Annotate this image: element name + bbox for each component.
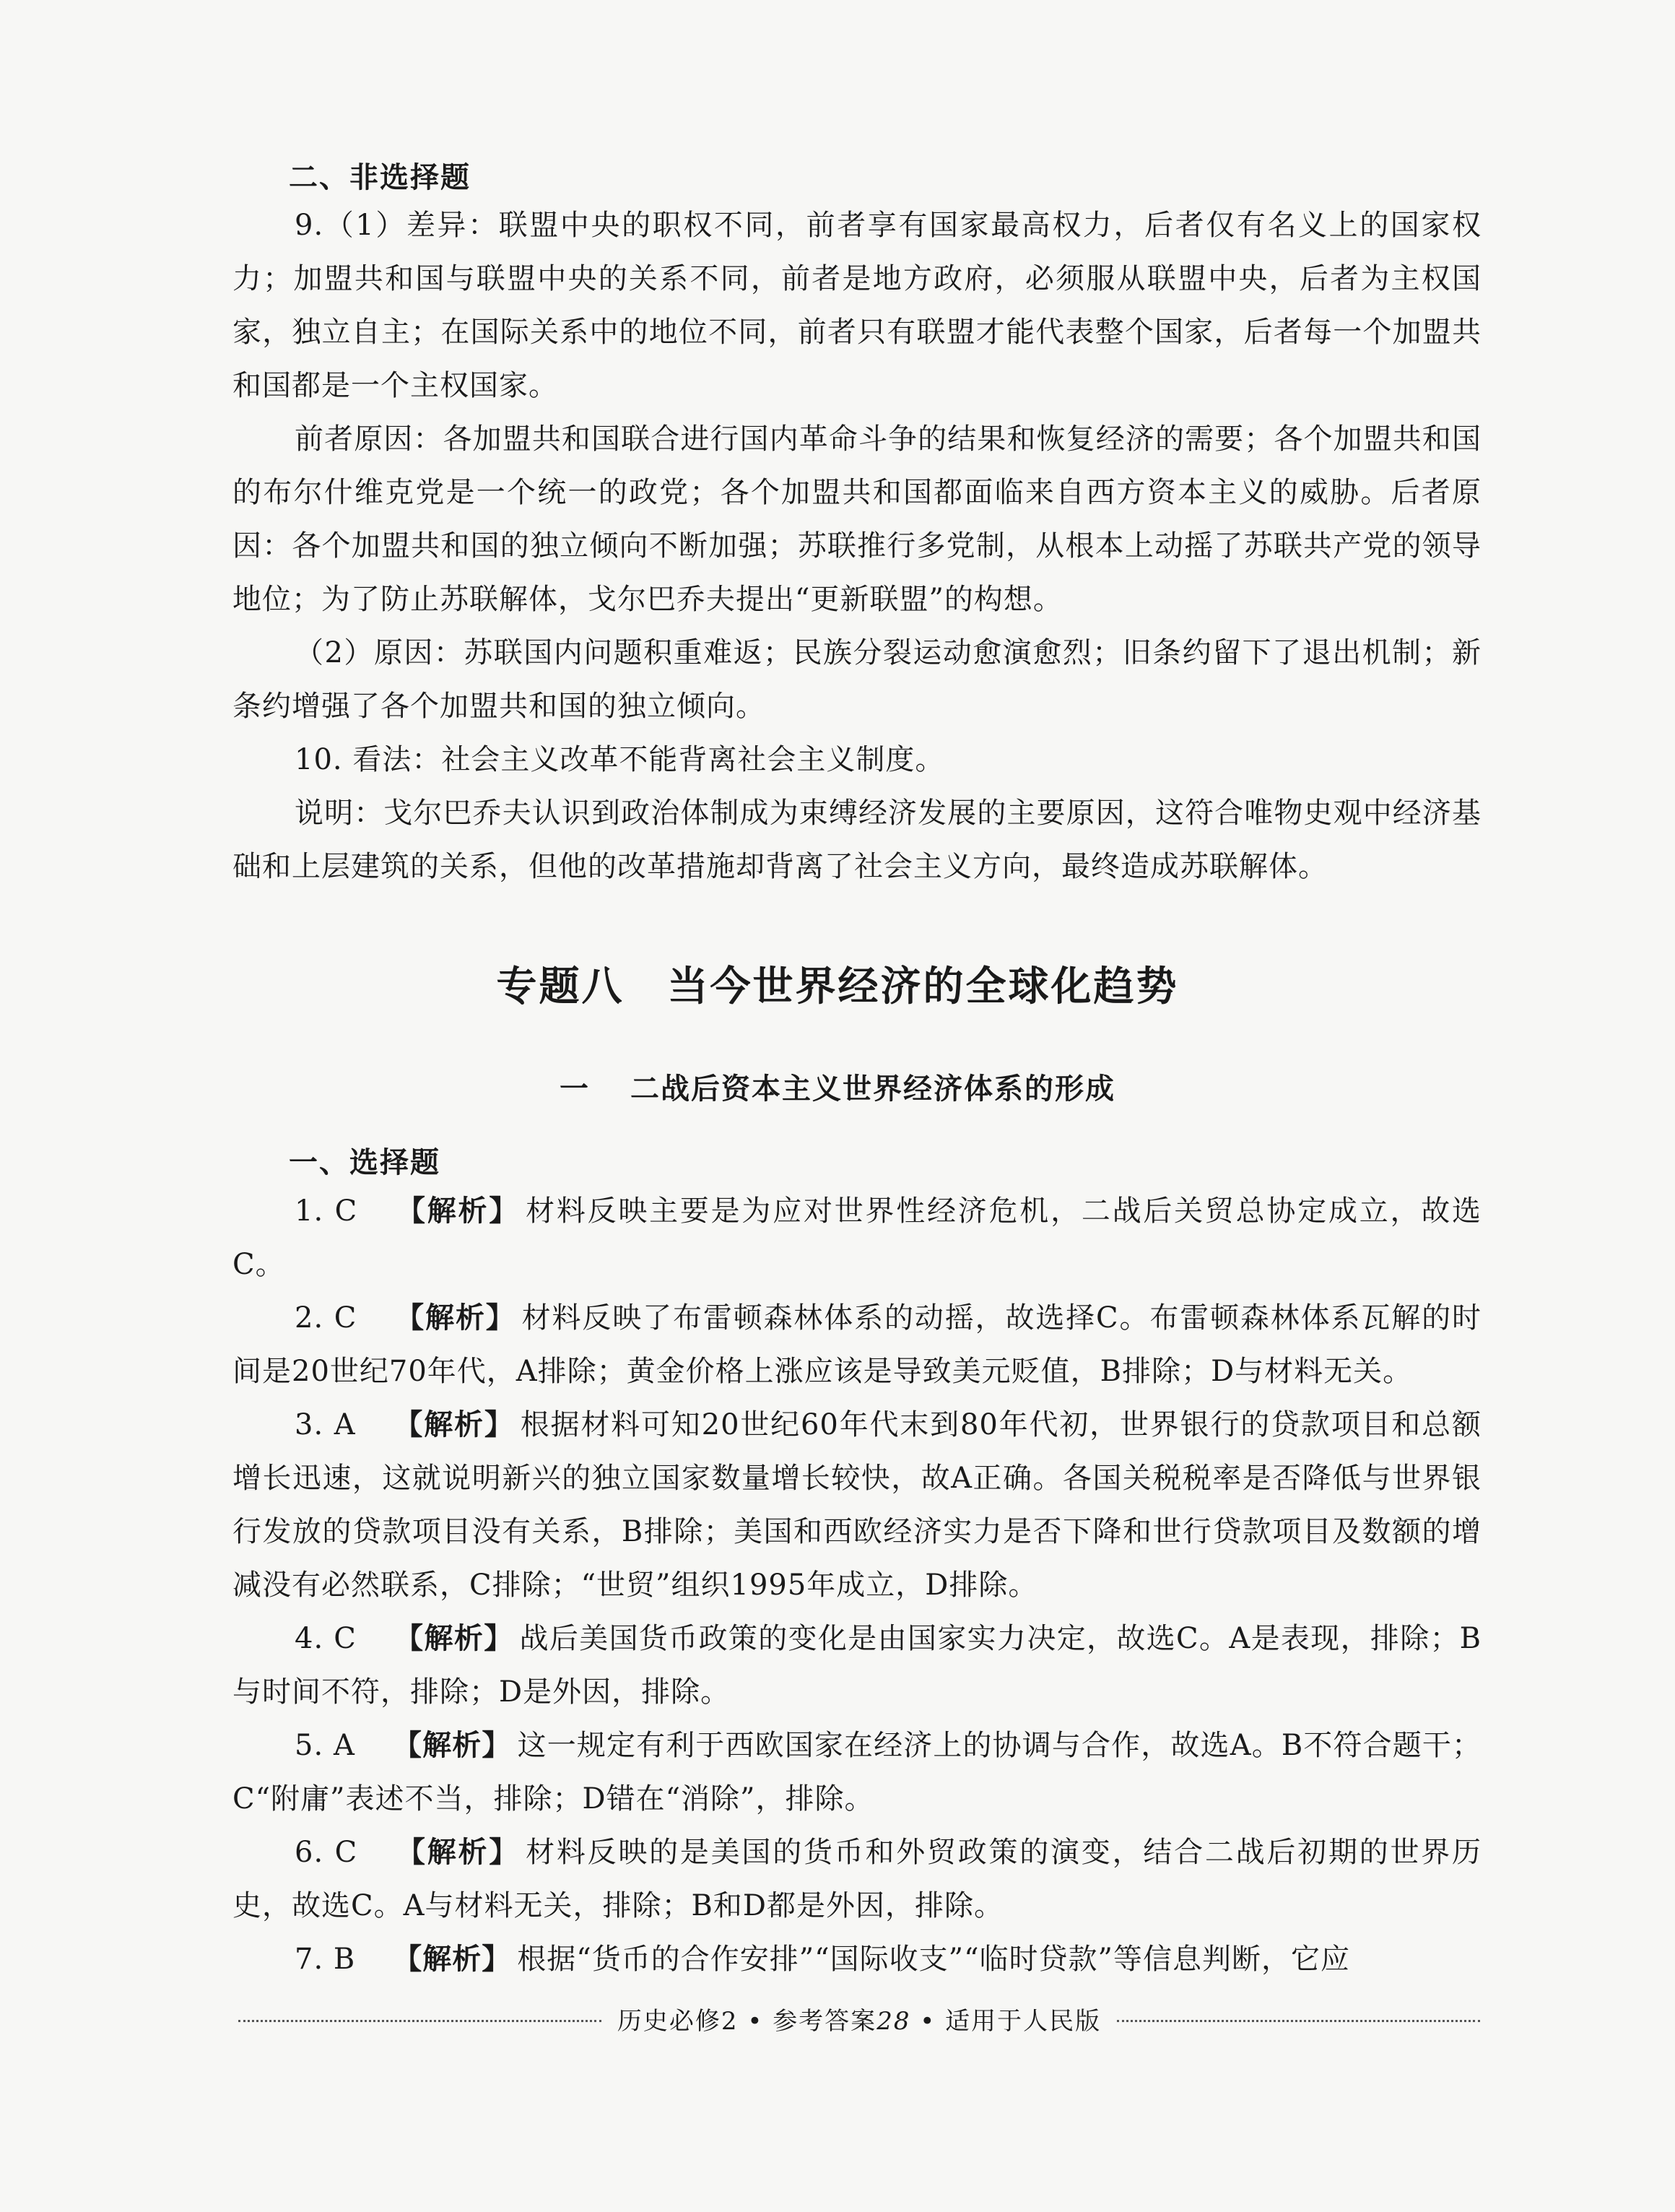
answer-9-part2: （2）原因：苏联国内问题积重难返；民族分裂运动愈演愈烈；旧条约留下了退出机制；新条约增强了各个加盟共和国的独立倾向。: [232, 636, 1482, 723]
choice-answer-5: 5. A 【解析】 这一规定有利于西欧国家在经济上的协调与合作，故选A。B不符合题干；C“附庸”表述不当，排除；D错在“消除”，排除。: [232, 1729, 1482, 1816]
section-heading-non-choice: 二、非选择题: [289, 161, 471, 194]
choice-answer-7: 7. B 【解析】 根据“货币的合作安排”“国际收支”“临时贷款”等信息判断，它应: [295, 1943, 1350, 1976]
subtopic-name: 二战后资本主义世界经济体系的形成: [630, 1072, 1115, 1106]
choice-answer-1: 1. C 【解析】 材料反映主要是为应对世界性经济危机，二战后关贸总协定成立，故选C。: [232, 1194, 1482, 1281]
non-choice-answers: [232, 199, 1482, 893]
choice-answer-3: 3. A 【解析】 根据材料可知20世纪60年代末到80年代初，世界银行的贷款项目和总额增长迅速，这就说明新兴的独立国家数量增长较快，故A正确。各国关税税率是否降低与世界银行发放的贷款项目没有关系，B排除；美国和西欧经济实力是否下降和世行贷款项目及数额的增减没有必然联系，C排除；“世贸”组织1995年成立，D排除。: [232, 1408, 1482, 1602]
topic-label: 专题八: [496, 963, 625, 1010]
subtopic-number: 一: [560, 1072, 590, 1106]
choice-answers: [232, 1184, 1482, 1986]
answer-9-part1: 9.（1）差异：联盟中央的职权不同，前者享有国家最高权力，后者仅有名义上的国家权力；加盟共和国与联盟中央的关系不同，前者是地方政府，必须服从联盟中央，后者为主权国家，独立自主；在国际关系中的地位不同，前者只有联盟才能代表整个国家，后者每一个加盟共和国都是一个主权国家。: [232, 209, 1482, 402]
section-heading-choice: 一、选择题: [289, 1146, 440, 1179]
footer-dotted-rule-right: [1117, 2020, 1480, 2022]
choice-answer-4: 4. C 【解析】 战后美国货币政策的变化是由国家实力决定，故选C。A是表现，排除；B与时间不符，排除；D是外因，排除。: [232, 1622, 1482, 1709]
page-number: 28: [876, 2006, 911, 2036]
choice-answer-2: 2. C 【解析】 材料反映了布雷顿森林体系的动摇，故选择C。布雷顿森林体系瓦解的时间是20世纪70年代，A排除；黄金价格上涨应该是导致美元贬值，B排除；D与材料无关。: [232, 1301, 1482, 1388]
topic-name: 当今世界经济的全球化趋势: [667, 963, 1179, 1010]
footer-text: 历史必修2 • 参考答案28 • 适用于人民版: [617, 2006, 1102, 2036]
answer-9-reasons: 前者原因：各加盟共和国联合进行国内革命斗争的结果和恢复经济的需要；各个加盟共和国的布尔什维克党是一个统一的政党；各个加盟共和国都面临来自西方资本主义的威胁。后者原因：各个加盟共和国的独立倾向不断加强；苏联推行多党制，从根本上动摇了苏联共产党的领导地位；为了防止苏联解体，戈尔巴乔夫提出“更新联盟”的构想。: [232, 422, 1482, 616]
page-footer: [238, 2000, 1480, 2037]
topic-title: [0, 955, 1675, 1012]
footer-dotted-rule-left: [238, 2020, 601, 2022]
answer-10-view: 10. 看法：社会主义改革不能背离社会主义制度。: [295, 743, 945, 776]
choice-answer-6: 6. C 【解析】 材料反映的是美国的货币和外贸政策的演变，结合二战后初期的世界历史，故选C。A与材料无关，排除；B和D都是外因，排除。: [232, 1836, 1482, 1922]
answer-10-explanation: 说明：戈尔巴乔夫认识到政治体制成为束缚经济发展的主要原因，这符合唯物史观中经济基础和上层建筑的关系，但他的改革措施却背离了社会主义方向，最终造成苏联解体。: [232, 797, 1482, 883]
subtopic-title: [0, 1066, 1675, 1107]
